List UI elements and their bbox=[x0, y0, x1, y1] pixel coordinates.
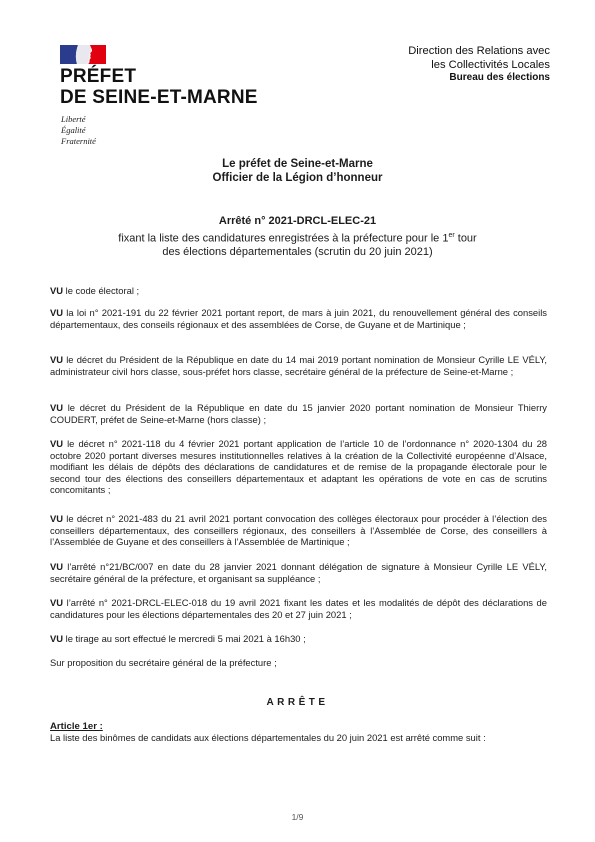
prefecture-title-line: PRÉFET bbox=[60, 66, 137, 87]
vu-label: VU bbox=[50, 354, 64, 365]
arrete-number: Arrêté n° 2021-DRCL-ELEC-21 bbox=[218, 215, 377, 227]
article-1-title: Article 1er : bbox=[50, 721, 103, 732]
prefecture-title bbox=[60, 66, 258, 108]
consideration-text: l’arrêté n° 2021-DRCL-ELEC-018 du 19 avril 2021 fixant les dates et les modalités de dépôt des déclarations de candidatures pour les élections départementales des 20 et 27 juin 2021 ; bbox=[50, 597, 547, 620]
republic-motto bbox=[61, 114, 96, 147]
vu-label: VU bbox=[50, 561, 64, 572]
vu-label: VU bbox=[50, 513, 64, 524]
logo-blue-shape bbox=[60, 45, 78, 64]
arrete-heading: ARRÊTE bbox=[266, 697, 329, 708]
consideration-text: le code électoral ; bbox=[63, 285, 140, 296]
consideration-text: le décret du Président de la République en date du 15 janvier 2020 portant nomination de Monsieur Thierry COUDERT, préfet de Seine-et-Marne (hors classe) ; bbox=[50, 402, 547, 425]
consideration-text: le tirage au sort effectué le mercredi 5 mai 2021 à 16h30 ; bbox=[63, 633, 306, 644]
vu-label: VU bbox=[50, 285, 64, 296]
arrete-subject-superscript: er bbox=[448, 231, 455, 239]
motto-egalite: Égalité bbox=[61, 125, 86, 135]
vu-label: VU bbox=[50, 307, 64, 318]
vu-label: VU bbox=[50, 597, 64, 608]
vu-label: VU bbox=[50, 438, 64, 449]
consideration-paragraph bbox=[50, 354, 547, 377]
page-number: 1/9 bbox=[291, 812, 304, 822]
issuer-honor: Officier de la Légion d’honneur bbox=[212, 172, 383, 184]
prefecture-title-line: DE SEINE-ET-MARNE bbox=[60, 87, 258, 108]
issuer-block bbox=[45, 157, 550, 185]
department-bureau: Bureau des élections bbox=[449, 72, 550, 83]
marianne-logo bbox=[60, 45, 106, 64]
vu-label: VU bbox=[50, 402, 64, 413]
arrete-subject-text-end: tour bbox=[454, 232, 477, 245]
consideration-paragraph bbox=[50, 513, 547, 548]
arrete-subject-line-2: des élections départementales (scrutin du 20 juin 2021) bbox=[162, 245, 433, 258]
article-1-text: La liste des binômes de candidats aux élections départementales du 20 juin 2021 est arrêté comme suit : bbox=[50, 732, 486, 743]
consideration-paragraph bbox=[50, 561, 547, 584]
proposal-paragraph bbox=[50, 657, 547, 669]
consideration-text: le décret n° 2021-483 du 21 avril 2021 portant convocation des collèges électoraux pour procéder à l’élection des conseillers départementaux, des conseillers régionaux, des conseillers à l’Assemblée de Corse, des conseillers à l’Assemblée de Guyane et des conseillers à l’Assemblée de Martinique ; bbox=[50, 513, 547, 548]
consideration-paragraph bbox=[50, 285, 547, 297]
consideration-text: le décret n° 2021-118 du 4 février 2021 portant application de l’article 10 de l’ordonnance n° 2020-1304 du 28 octobre 2020 portant diverses mesures institutionnelles relatives à la création de la Collectivité européenne d’Alsace, modifiant les délais de dépôts des déclarations de candidatures et de remise de la propagande électorale pour le second tour des élections des conseillers départementaux et adaptant les opérations de vote en cas de scrutins concomitants ; bbox=[50, 438, 547, 496]
arrete-header bbox=[45, 215, 550, 259]
arrete-subject-text: fixant la liste des candidatures enregistrées à la préfecture pour le 1 bbox=[118, 232, 449, 245]
consideration-paragraph bbox=[50, 438, 547, 496]
motto-liberte: Liberté bbox=[61, 114, 86, 124]
department-line-2: les Collectivités Locales bbox=[431, 59, 550, 71]
motto-fraternite: Fraternité bbox=[61, 136, 96, 146]
consideration-paragraph bbox=[50, 307, 547, 330]
arrete-subject-line-1 bbox=[45, 229, 550, 246]
consideration-text: la loi n° 2021-191 du 22 février 2021 portant report, de mars à juin 2021, du renouvellement général des conseils départementaux, des conseils régionaux et des assemblées de Corse, de Guyane et de Martinique ; bbox=[50, 307, 547, 330]
department-block bbox=[290, 44, 550, 84]
issuer-title: Le préfet de Seine-et-Marne bbox=[222, 158, 373, 170]
department-line-1: Direction des Relations avec bbox=[408, 45, 550, 57]
consideration-text: l’arrêté n°21/BC/007 en date du 28 janvier 2021 donnant délégation de signature à Monsieur Cyrille LE VÉLY, secrétaire général de la préfecture, et organisant sa suppléance ; bbox=[50, 561, 547, 584]
consideration-paragraph bbox=[50, 633, 547, 645]
consideration-paragraph bbox=[50, 402, 547, 425]
proposal-text: Sur proposition du secrétaire général de la préfecture ; bbox=[50, 657, 277, 668]
consideration-paragraph bbox=[50, 597, 547, 620]
consideration-text: le décret du Président de la République en date du 14 mai 2019 portant nomination de Monsieur Cyrille LE VÉLY, administrateur civil hors classe, sous-préfet hors classe, secrétaire général de la préfecture de Seine-et-Marne ; bbox=[50, 354, 547, 377]
vu-label: VU bbox=[50, 633, 64, 644]
